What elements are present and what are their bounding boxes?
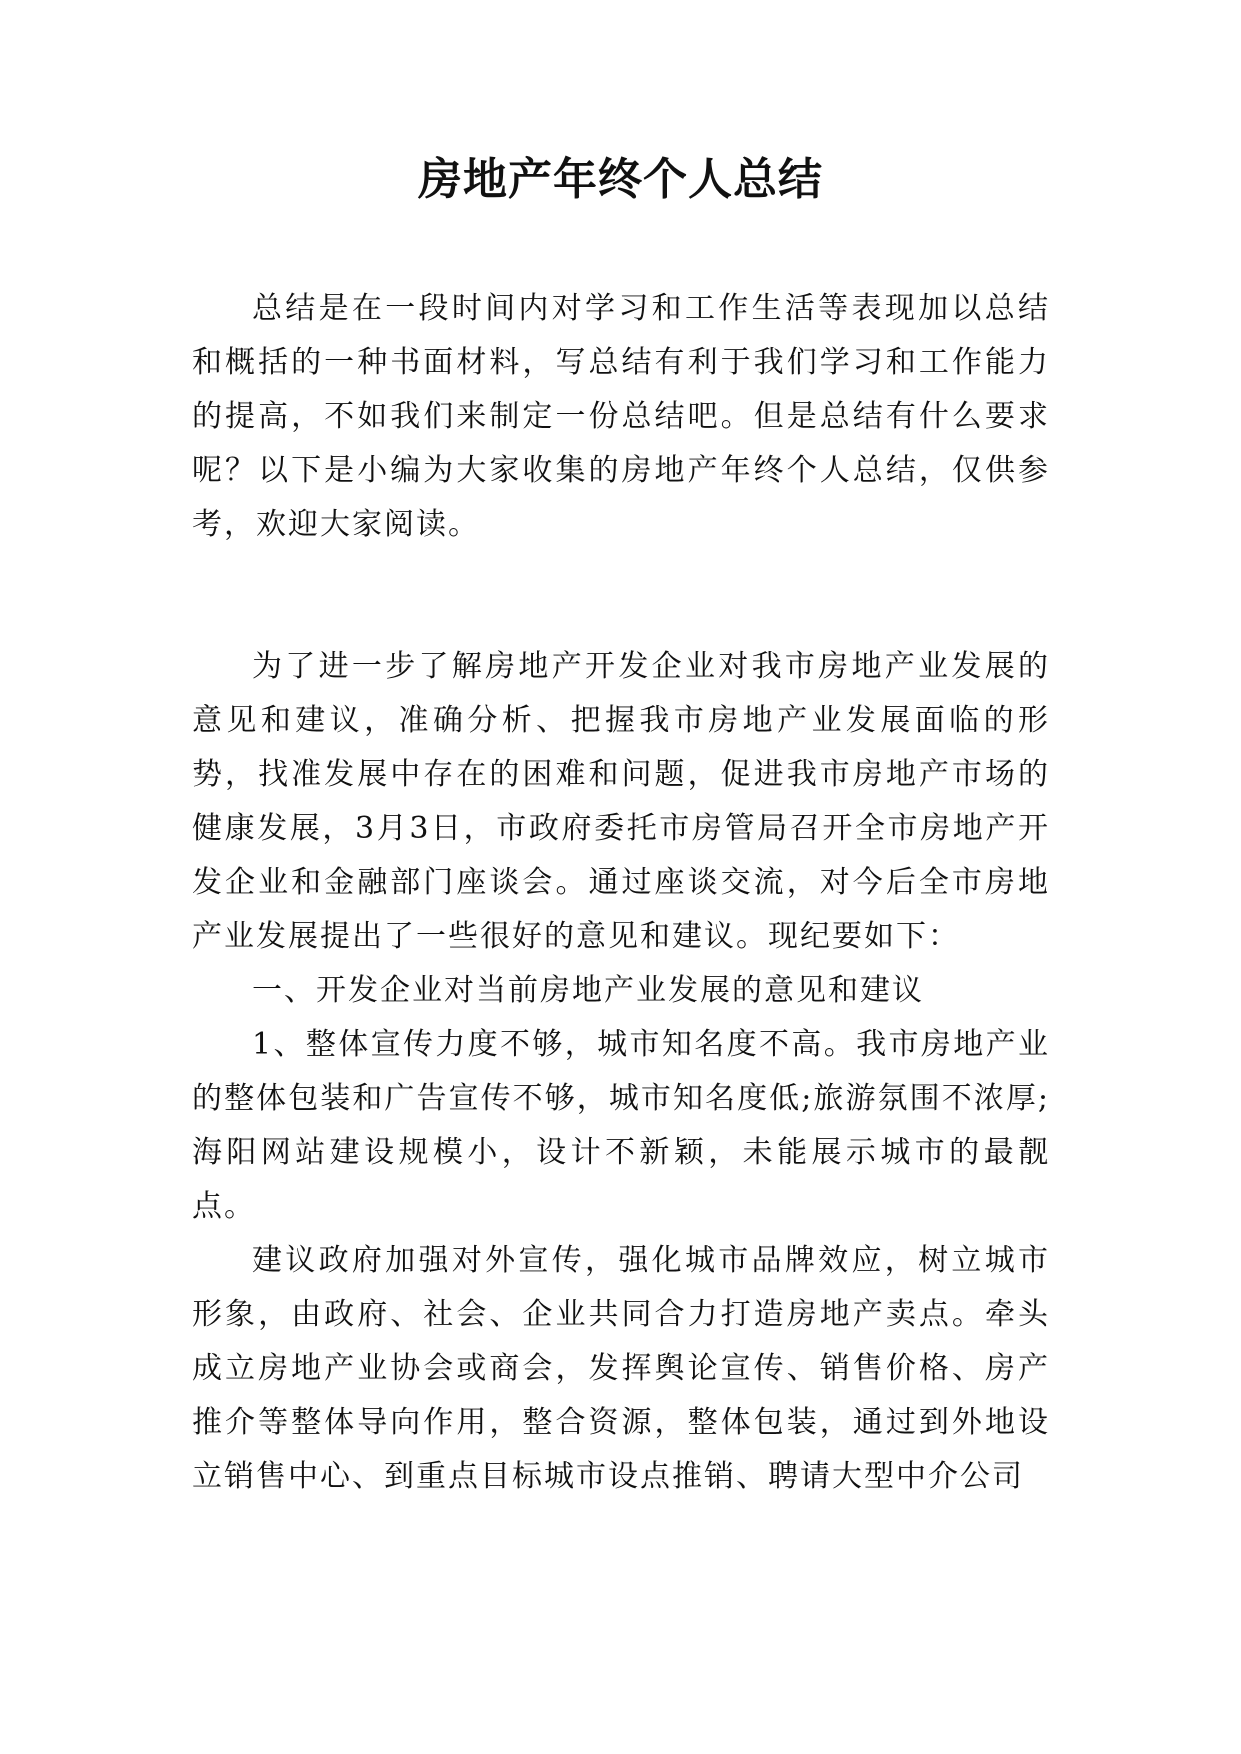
intro-paragraph: 总结是在一段时间内对学习和工作生活等表现加以总结和概括的一种书面材料，写总结有利于我们学习和工作能力的提高，不如我们来制定一份总结吧。但是总结有什么要求呢？以下是小编为大家收集的房地产年终个人总结，仅供参考，欢迎大家阅读。: [192, 291, 1050, 542]
intro-section: [192, 282, 1050, 552]
body-paragraph: 为了进一步了解房地产开发企业对我市房地产业发展的意见和建议，准确分析、把握我市房地产业发展面临的形势，找准发展中存在的困难和问题，促进我市房地产市场的健康发展，3月3日，市政府委托市房管局召开全市房地产开发企业和金融部门座谈会。通过座谈交流，对今后全市房地产业发展提出了一些很好的意见和建议。现纪要如下：: [192, 649, 1050, 954]
body-paragraph: 1、整体宣传力度不够，城市知名度不高。我市房地产业的整体包装和广告宣传不够，城市知名度低;旅游氛围不浓厚;海阳网站建设规模小，设计不新颖，未能展示城市的最靓点。: [192, 1027, 1050, 1224]
body-paragraph: 建议政府加强对外宣传，强化城市品牌效应，树立城市形象，由政府、社会、企业共同合力打造房地产卖点。牵头成立房地产业协会或商会，发挥舆论宣传、销售价格、房产推介等整体导向作用，整合资源，整体包装，通过到外地设立销售中心、到重点目标城市设点推销、聘请大型中介公司: [192, 1243, 1050, 1494]
section-heading: 一、开发企业对当前房地产业发展的意见和建议: [252, 973, 924, 1008]
main-section: [192, 640, 1050, 1504]
document-title: 房地产年终个人总结: [418, 154, 823, 205]
